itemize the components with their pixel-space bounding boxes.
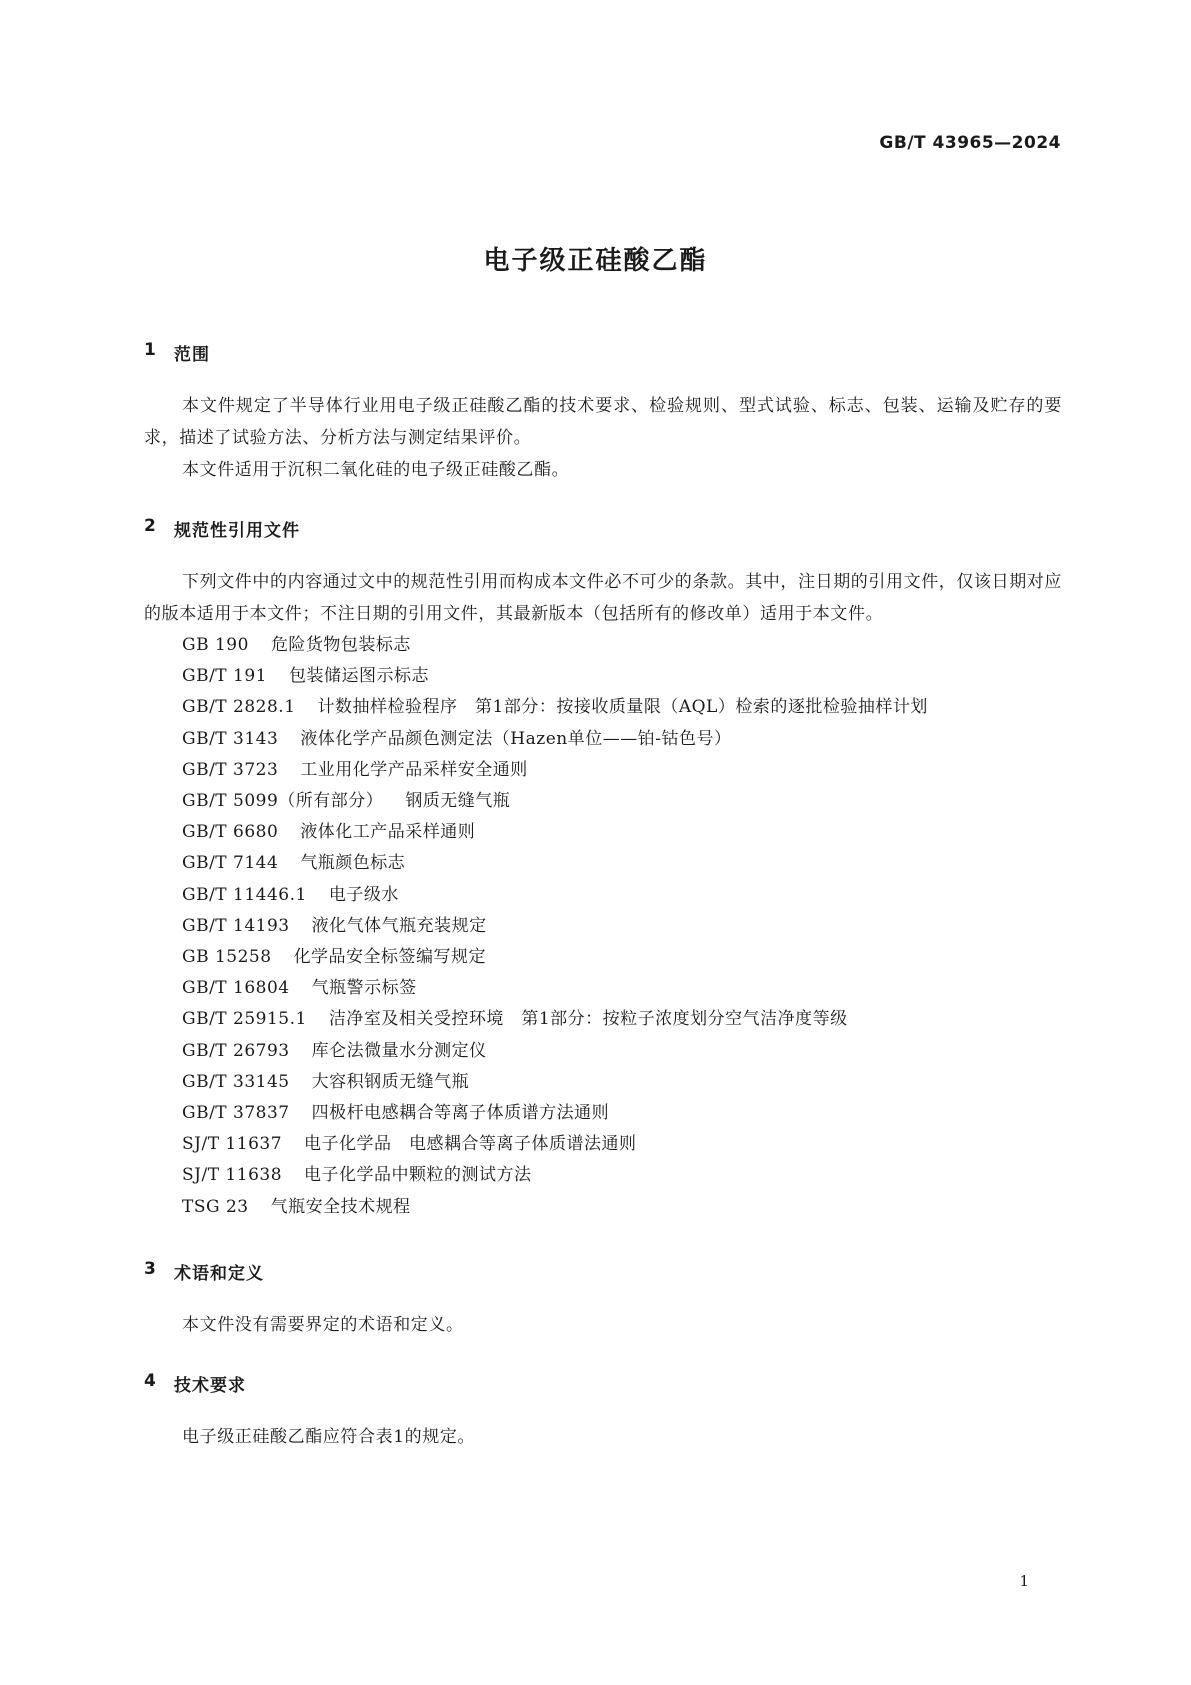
reference-code: GB/T 16804 (182, 978, 290, 999)
reference-code: GB/T 191 (182, 666, 267, 687)
reference-title: 液化气体气瓶充装规定 (311, 915, 487, 936)
reference-item (144, 942, 1062, 973)
reference-title: 包装储运图示标志 (289, 666, 429, 687)
reference-item (144, 880, 1062, 911)
reference-code: GB/T 7144 (182, 853, 279, 874)
reference-title: 电子级水 (328, 884, 399, 905)
reference-title: 危险货物包装标志 (270, 635, 411, 655)
section-heading (144, 1371, 1062, 1396)
standard-code: GB/T 43965—2024 (879, 133, 1061, 153)
reference-code: GB/T 26793 (182, 1040, 290, 1061)
reference-title: 钢质无缝气瓶 (405, 791, 511, 812)
section-technical-requirements (144, 1371, 1062, 1453)
section-number: 3 (144, 1258, 157, 1279)
reference-title: 四极杆电感耦合等离子体质谱方法通则 (311, 1103, 610, 1124)
reference-item (144, 817, 1062, 848)
reference-title: 气瓶警示标签 (311, 978, 417, 999)
reference-item (144, 1004, 1062, 1035)
document-body (144, 340, 1062, 1453)
reference-title: 洁净室及相关受控环境 第1部分：按粒子浓度划分空气洁净度等级 (328, 1009, 848, 1030)
reference-title: 液体化工产品采样通则 (300, 822, 476, 843)
reference-code: GB/T 5099（所有部分） (182, 791, 384, 812)
reference-code: TSG 23 (182, 1196, 249, 1217)
reference-title: 库仑法微量水分测定仪 (311, 1040, 487, 1061)
paragraph: 下列文件中的内容通过文中的规范性引用而构成本文件必不可少的条款。其中，注日期的引用文件，仅该日期对应的版本适用于本文件；不注日期的引用文件，其最新版本（包括所有的修改单）适用于本文件。 (144, 572, 1062, 624)
reference-code: GB/T 3143 (182, 728, 279, 749)
reference-title: 计数抽样检验程序 第1部分：按接收质量限（AQL）检索的逐批检验抽样计划 (317, 697, 928, 718)
reference-item (144, 1129, 1062, 1160)
paragraph: 本文件规定了半导体行业用电子级正硅酸乙酯的技术要求、检验规则、型式试验、标志、包装、运输及贮存的要求，描述了试验方法、分析方法与测定结果评价。 (144, 396, 1062, 448)
reference-code: GB/T 14193 (182, 915, 290, 936)
paragraph: 本文件没有需要界定的术语和定义。 (182, 1314, 464, 1335)
reference-item (144, 911, 1062, 942)
reference-title: 化学品安全标签编写规定 (293, 947, 487, 968)
reference-item (144, 661, 1062, 692)
reference-code: GB/T 6680 (182, 822, 279, 843)
reference-code: GB 15258 (182, 947, 272, 968)
reference-item (144, 1098, 1062, 1129)
reference-item (144, 724, 1062, 755)
section-heading (144, 340, 1062, 365)
section-heading (144, 1259, 1062, 1284)
reference-title: 电子化学品 电感耦合等离子体质谱法通则 (304, 1134, 637, 1155)
reference-item (144, 630, 1062, 661)
reference-title: 液体化学产品颜色测定法（Hazen单位——铂-钴色号） (300, 728, 732, 749)
section-heading (144, 516, 1062, 541)
section-title: 术语和定义 (174, 1263, 264, 1284)
section-number: 4 (144, 1370, 157, 1391)
paragraph: 电子级正硅酸乙酯应符合表1的规定。 (182, 1426, 476, 1447)
reference-title: 气瓶颜色标志 (300, 853, 406, 874)
reference-item (144, 786, 1062, 817)
reference-item (144, 1036, 1062, 1067)
section-title: 规范性引用文件 (174, 521, 300, 541)
reference-code: SJ/T 11637 (182, 1134, 283, 1155)
reference-title: 大容积钢质无缝气瓶 (311, 1071, 470, 1092)
reference-title: 气瓶安全技术规程 (270, 1196, 411, 1217)
reference-code: GB/T 3723 (182, 759, 279, 780)
reference-code: GB 190 (182, 635, 249, 655)
section-terms-definitions (144, 1259, 1062, 1341)
section-title: 技术要求 (174, 1375, 246, 1396)
section-scope (144, 340, 1062, 486)
reference-code: GB/T 11446.1 (182, 884, 307, 905)
section-number: 2 (144, 516, 157, 536)
reference-code: GB/T 25915.1 (182, 1009, 307, 1030)
reference-item (144, 1160, 1062, 1191)
reference-title: 工业用化学产品采样安全通则 (300, 759, 528, 780)
reference-item (144, 755, 1062, 786)
document-title: 电子级正硅酸乙酯 (483, 246, 708, 276)
page-number: 1 (1019, 1572, 1029, 1590)
section-normative-references (144, 516, 1062, 1223)
reference-code: GB/T 37837 (182, 1103, 290, 1124)
reference-code: GB/T 33145 (182, 1071, 290, 1092)
section-number: 1 (144, 340, 157, 360)
reference-list (144, 630, 1062, 1223)
reference-item (144, 973, 1062, 1004)
paragraph: 本文件适用于沉积二氧化硅的电子级正硅酸乙酯。 (182, 460, 570, 480)
reference-code: GB/T 2828.1 (182, 697, 296, 718)
reference-item (144, 1192, 1062, 1223)
reference-item (144, 848, 1062, 879)
reference-item (144, 692, 1062, 723)
reference-code: SJ/T 11638 (182, 1165, 283, 1186)
reference-item (144, 1067, 1062, 1098)
section-title: 范围 (174, 345, 210, 365)
reference-title: 电子化学品中颗粒的测试方法 (304, 1165, 532, 1186)
